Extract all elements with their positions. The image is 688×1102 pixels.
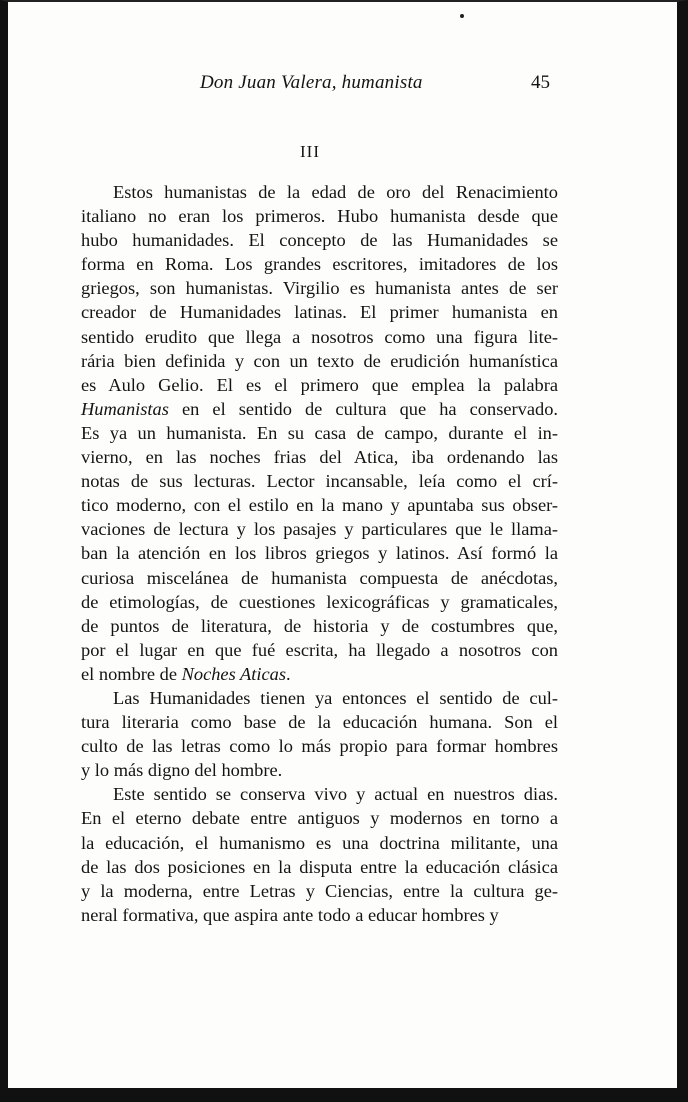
ink-speck bbox=[460, 14, 464, 18]
text-line: de las dos posiciones en la disputa entre la educación clásica bbox=[81, 856, 558, 877]
text-line: griegos, son humanistas. Virgilio es humanista antes de ser bbox=[81, 278, 558, 299]
body-text bbox=[81, 180, 558, 927]
text-line: En el eterno debate entre antiguos y modernos en torno a bbox=[81, 808, 558, 829]
text-line: Estos humanistas de la edad de oro del Renacimiento bbox=[113, 182, 558, 202]
text-line: de etimologías, de cuestiones lexicográficas y gramaticales, bbox=[81, 591, 558, 612]
text-line: ban la atención en los libros griegos y latinos. Así formó la bbox=[81, 543, 558, 564]
paragraph bbox=[81, 686, 558, 782]
text-line: y lo más digno del hombre. bbox=[81, 760, 283, 781]
text-line: y la moderna, entre Letras y Ciencias, entre la cultura ge- bbox=[81, 880, 558, 901]
text-line: notas de sus lecturas. Lector incansable, leía como el crí- bbox=[81, 471, 558, 492]
text-line: creador de Humanidades latinas. El primer humanista en bbox=[81, 302, 558, 323]
text-line: de puntos de literatura, de historia y de costumbres que, bbox=[81, 615, 558, 636]
paragraph-container bbox=[81, 180, 558, 927]
text-line: vaciones de lectura y los pasajes y particulares que le llama- bbox=[81, 519, 558, 540]
text-line: forma en Roma. Los grandes escritores, imitadores de los bbox=[81, 254, 558, 275]
text-line: Este sentido se conserva vivo y actual en nuestros dias. bbox=[113, 784, 558, 805]
text-line: rária bien definida y con un texto de erudición humanística bbox=[81, 350, 558, 371]
text-line: por el lugar en que fué escrita, ha llegado a nosotros con bbox=[81, 639, 558, 660]
running-title: Don Juan Valera, humanista bbox=[200, 72, 423, 93]
text-line: la educación, el humanismo es una doctrina militante, una bbox=[81, 832, 558, 853]
text-line: Es ya un humanista. En su casa de campo, durante el in- bbox=[81, 422, 558, 443]
text-line: hubo humanidades. El concepto de las Humanidades se bbox=[81, 230, 558, 251]
text-line: Las Humanidades tienen ya entonces el sentido de cul- bbox=[113, 687, 558, 708]
paragraph bbox=[81, 180, 558, 686]
text-line: curiosa miscelánea de humanista compuesta de anécdotas, bbox=[81, 567, 558, 588]
page-number: 45 bbox=[531, 72, 550, 93]
text-line: neral formativa, que aspira ante todo a educar hombres y bbox=[81, 904, 499, 925]
text-line: italiano no eran los primeros. Hubo humanista desde que bbox=[81, 206, 558, 227]
text-line: Humanistas en el sentido de cultura que ha conservado. bbox=[81, 398, 558, 419]
text-line: sentido erudito que llega a nosotros como una figura lite- bbox=[81, 326, 558, 347]
section-number: III bbox=[300, 142, 320, 161]
text-line: el nombre de Noches Aticas. bbox=[81, 663, 291, 684]
paragraph bbox=[81, 782, 558, 927]
text-line: tico moderno, con el estilo en la mano y apuntaba sus obser- bbox=[81, 495, 558, 516]
text-line: vierno, en las noches frias del Atica, iba ordenando las bbox=[81, 447, 558, 468]
text-line: tura literaria como base de la educación humana. Son el bbox=[81, 712, 558, 733]
text-line: culto de las letras como lo más propio para formar hombres bbox=[81, 736, 558, 757]
text-line: es Aulo Gelio. El es el primero que emplea la palabra bbox=[81, 374, 558, 395]
